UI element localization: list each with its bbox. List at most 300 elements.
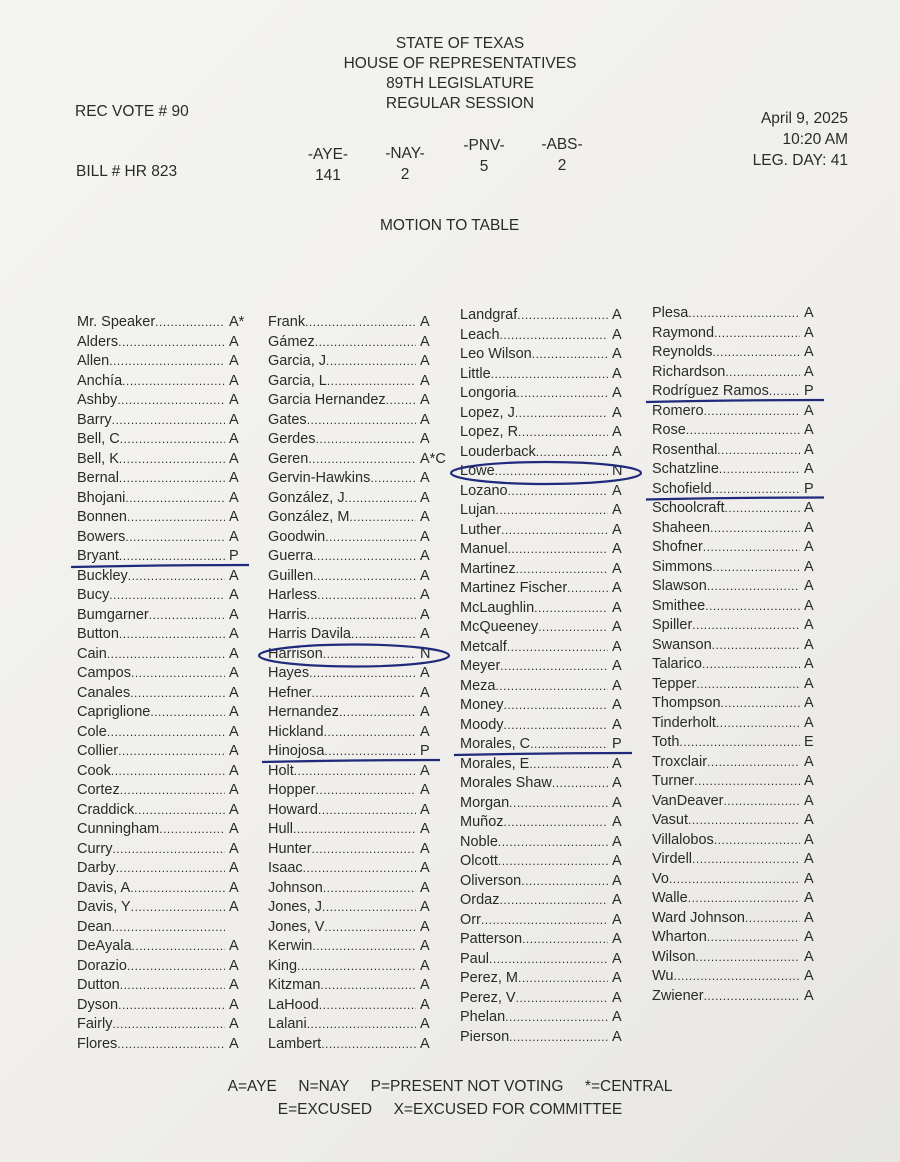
member-name: Vasut bbox=[652, 812, 689, 828]
vote-code: A bbox=[229, 528, 239, 545]
member-name: Guillen bbox=[268, 567, 314, 584]
member-name: Cook bbox=[77, 762, 111, 779]
tally-value: 141 bbox=[315, 167, 341, 184]
member-vote-row bbox=[460, 717, 638, 737]
member-name: Lowe bbox=[460, 463, 495, 479]
member-vote-row bbox=[268, 802, 446, 822]
member-vote-row bbox=[77, 373, 255, 393]
leader-dots bbox=[130, 686, 225, 700]
leader-dots bbox=[324, 920, 416, 934]
member-vote-row bbox=[460, 424, 638, 444]
member-name: Orr bbox=[460, 911, 481, 928]
vote-date: April 9, 2025 bbox=[760, 110, 848, 127]
leader-dots bbox=[313, 549, 416, 563]
member-name: Garcia Hernandez bbox=[268, 392, 386, 408]
vote-code: A bbox=[420, 372, 430, 389]
vote-code: A bbox=[612, 482, 622, 499]
vote-code: A bbox=[420, 548, 430, 564]
vote-code: P bbox=[804, 480, 814, 497]
member-name: Raymond bbox=[652, 324, 715, 341]
tally-label: -AYE- bbox=[307, 146, 349, 163]
member-vote-row bbox=[460, 580, 638, 600]
leader-dots bbox=[669, 872, 800, 886]
leader-dots bbox=[692, 852, 800, 866]
leader-dots bbox=[120, 978, 225, 992]
member-vote-row bbox=[652, 656, 830, 676]
member-name: Garcia, J bbox=[268, 353, 327, 369]
vote-code: A bbox=[804, 539, 814, 555]
member-vote-row bbox=[268, 880, 446, 900]
vote-column-4 bbox=[652, 305, 830, 1007]
leader-dots bbox=[107, 647, 225, 661]
vote-code: A bbox=[612, 794, 622, 811]
member-vote-row bbox=[77, 665, 255, 685]
leader-dots bbox=[696, 677, 800, 691]
leader-dots bbox=[130, 881, 225, 895]
member-name: Troxclair bbox=[652, 753, 708, 770]
leader-dots bbox=[109, 588, 225, 602]
motion-title: MOTION TO TABLE bbox=[380, 217, 520, 234]
member-name: Turner bbox=[652, 773, 695, 789]
vote-code: A bbox=[229, 1035, 239, 1052]
leader-dots bbox=[339, 705, 416, 719]
leader-dots bbox=[517, 308, 608, 322]
member-name: Luther bbox=[460, 521, 502, 538]
member-vote-row bbox=[77, 919, 255, 939]
leader-dots bbox=[498, 854, 608, 868]
member-name: Flores bbox=[77, 1035, 118, 1052]
vote-code: A bbox=[804, 305, 814, 321]
leader-dots bbox=[127, 959, 225, 973]
vote-code: A*C bbox=[420, 450, 446, 467]
member-vote-row bbox=[268, 490, 446, 510]
member-name: Schofield bbox=[652, 480, 712, 497]
member-name: Morales, E bbox=[460, 755, 530, 772]
leader-dots bbox=[327, 374, 416, 388]
leader-dots bbox=[312, 842, 416, 856]
vote-code: A bbox=[804, 890, 814, 906]
member-name: Phelan bbox=[460, 1009, 506, 1025]
vote-code: P bbox=[612, 736, 622, 752]
heading-line: 89TH LEGISLATURE bbox=[386, 75, 534, 92]
member-name: Zwiener bbox=[652, 987, 704, 1004]
member-vote-row bbox=[268, 997, 446, 1017]
leader-dots bbox=[674, 969, 801, 983]
member-vote-row bbox=[268, 958, 446, 978]
vote-code: A bbox=[229, 684, 239, 701]
member-name: Buckley bbox=[77, 567, 128, 584]
member-name: Lujan bbox=[460, 502, 496, 518]
vote-code: A bbox=[612, 424, 622, 440]
leader-dots bbox=[495, 679, 608, 693]
member-name: Garcia, L bbox=[268, 372, 327, 389]
member-vote-row bbox=[652, 715, 830, 735]
member-name: Isaac bbox=[268, 860, 303, 876]
leader-dots bbox=[293, 822, 416, 836]
member-name: Tepper bbox=[652, 675, 697, 692]
member-name: Campos bbox=[77, 665, 131, 681]
member-vote-row bbox=[652, 383, 830, 403]
vote-code: P bbox=[420, 743, 430, 759]
vote-code: A bbox=[612, 326, 622, 343]
member-vote-row bbox=[268, 899, 446, 919]
member-vote-row bbox=[460, 892, 638, 912]
leader-dots bbox=[769, 384, 800, 398]
vote-code: A bbox=[612, 560, 622, 577]
member-vote-row bbox=[77, 314, 255, 334]
member-vote-row bbox=[460, 970, 638, 990]
vote-time: 10:20 AM bbox=[782, 131, 848, 148]
vote-code: A bbox=[229, 1016, 239, 1032]
tally-abs bbox=[532, 134, 592, 176]
vote-code: A bbox=[804, 812, 814, 828]
vote-code: A bbox=[229, 489, 239, 506]
member-name: Canales bbox=[77, 684, 131, 701]
leader-dots bbox=[324, 725, 416, 739]
member-vote-row bbox=[460, 912, 638, 932]
member-vote-row bbox=[268, 938, 446, 958]
leader-dots bbox=[702, 657, 800, 671]
leader-dots bbox=[119, 549, 225, 563]
leader-dots bbox=[112, 413, 225, 427]
member-name: Shofner bbox=[652, 539, 703, 555]
vote-code: A bbox=[612, 404, 622, 421]
leader-dots bbox=[323, 881, 416, 895]
leader-dots bbox=[112, 1017, 225, 1031]
leader-dots bbox=[125, 491, 225, 505]
vote-code: A bbox=[420, 470, 430, 486]
vote-code: A bbox=[804, 441, 814, 458]
member-name: VanDeaver bbox=[652, 792, 724, 809]
vote-code: A bbox=[229, 801, 239, 818]
member-vote-row bbox=[652, 890, 830, 910]
leader-dots bbox=[315, 335, 416, 349]
member-vote-row bbox=[77, 958, 255, 978]
member-name: Wharton bbox=[652, 929, 707, 945]
member-name: Capriglione bbox=[77, 704, 151, 720]
member-vote-row bbox=[460, 522, 638, 542]
vote-code: A bbox=[804, 422, 814, 438]
member-name: Talarico bbox=[652, 656, 702, 672]
leader-dots bbox=[534, 601, 608, 615]
member-name: Olcott bbox=[460, 853, 498, 869]
vote-code: A bbox=[612, 853, 622, 869]
leader-dots bbox=[131, 900, 225, 914]
member-vote-row bbox=[268, 626, 446, 646]
leader-dots bbox=[723, 794, 800, 808]
leader-dots bbox=[319, 998, 416, 1012]
leader-dots bbox=[308, 452, 416, 466]
leader-dots bbox=[516, 991, 608, 1005]
member-vote-row bbox=[268, 743, 446, 763]
member-name: Reynolds bbox=[652, 344, 713, 360]
leader-dots bbox=[518, 425, 608, 439]
member-vote-row bbox=[268, 821, 446, 841]
member-name: Rosenthal bbox=[652, 441, 718, 458]
member-vote-row bbox=[77, 431, 255, 451]
vote-code: A bbox=[229, 392, 239, 408]
leader-dots bbox=[707, 930, 800, 944]
member-name: Lozano bbox=[460, 482, 508, 499]
vote-code: A* bbox=[229, 314, 245, 330]
member-name: Spiller bbox=[652, 617, 693, 633]
vote-code: A bbox=[804, 324, 814, 341]
member-name: Alders bbox=[77, 333, 119, 350]
member-vote-row bbox=[77, 821, 255, 841]
vote-code: A bbox=[612, 385, 622, 401]
leader-dots bbox=[712, 345, 800, 359]
member-name: Cortez bbox=[77, 782, 120, 798]
leader-dots bbox=[714, 833, 800, 847]
vote-code: A bbox=[612, 755, 622, 772]
member-name: Leach bbox=[460, 326, 500, 343]
leader-dots bbox=[538, 620, 608, 634]
member-vote-row bbox=[268, 451, 446, 471]
member-vote-row bbox=[268, 607, 446, 627]
legislative-day: LEG. DAY: 41 bbox=[752, 152, 848, 169]
member-name: Kerwin bbox=[268, 938, 313, 954]
vote-code: A bbox=[612, 541, 622, 557]
member-name: Cunningham bbox=[77, 821, 160, 837]
vote-code: A bbox=[420, 431, 430, 447]
vote-code: A bbox=[420, 528, 430, 545]
leader-dots bbox=[704, 989, 800, 1003]
vote-code: A bbox=[229, 977, 239, 993]
member-vote-row bbox=[652, 422, 830, 442]
vote-code: A bbox=[612, 989, 622, 1006]
leader-dots bbox=[313, 569, 416, 583]
vote-code: E bbox=[804, 734, 814, 750]
member-name: Cain bbox=[77, 645, 107, 662]
member-name: Lopez, J bbox=[460, 404, 515, 421]
member-name: Shaheen bbox=[652, 519, 711, 536]
member-name: Landgraf bbox=[460, 307, 518, 323]
leader-dots bbox=[504, 815, 608, 829]
vote-code: A bbox=[420, 567, 430, 584]
bill-number: BILL # HR 823 bbox=[76, 163, 178, 180]
vote-code: A bbox=[420, 879, 430, 896]
legend-line-2: E=EXCUSED X=EXCUSED FOR COMMITTEE bbox=[277, 1101, 623, 1118]
vote-code: A bbox=[229, 840, 239, 857]
member-vote-row bbox=[460, 775, 638, 795]
tally-label: -NAY- bbox=[385, 145, 425, 162]
heading-line: REGULAR SESSION bbox=[385, 95, 535, 112]
leader-dots bbox=[119, 627, 225, 641]
leader-dots bbox=[345, 491, 416, 505]
vote-code: A bbox=[804, 558, 814, 575]
member-name: Oliverson bbox=[460, 872, 522, 889]
member-vote-row bbox=[268, 704, 446, 724]
member-vote-row bbox=[77, 685, 255, 705]
vote-column-3 bbox=[460, 307, 638, 1048]
leader-dots bbox=[707, 579, 800, 593]
member-name: Dean bbox=[77, 918, 112, 935]
vote-code: A bbox=[229, 411, 239, 428]
member-name: Virdell bbox=[652, 851, 693, 867]
member-vote-row bbox=[77, 412, 255, 432]
vote-code: A bbox=[229, 782, 239, 798]
member-name: Wilson bbox=[652, 948, 696, 965]
vote-code: A bbox=[420, 626, 430, 642]
leader-dots bbox=[323, 647, 416, 661]
leader-dots bbox=[500, 893, 609, 907]
vote-code: A bbox=[612, 443, 622, 460]
vote-code: A bbox=[612, 521, 622, 538]
member-vote-row bbox=[77, 1016, 255, 1036]
leader-dots bbox=[150, 705, 225, 719]
member-name: Darby bbox=[77, 860, 116, 876]
member-vote-row bbox=[652, 676, 830, 696]
member-vote-row bbox=[460, 697, 638, 717]
leader-dots bbox=[505, 1010, 608, 1024]
vote-code: A bbox=[420, 801, 430, 818]
member-name: Allen bbox=[77, 353, 110, 369]
vote-code: A bbox=[612, 970, 622, 986]
member-name: Vo bbox=[652, 870, 669, 887]
vote-code: A bbox=[612, 502, 622, 518]
member-vote-row bbox=[652, 793, 830, 813]
leader-dots bbox=[686, 423, 800, 437]
leader-dots bbox=[297, 959, 416, 973]
member-name: Patterson bbox=[460, 931, 523, 947]
member-name: Smithee bbox=[652, 597, 706, 614]
leader-dots bbox=[712, 638, 800, 652]
member-vote-row bbox=[460, 736, 638, 756]
member-vote-row bbox=[77, 997, 255, 1017]
member-vote-row bbox=[460, 990, 638, 1010]
member-vote-row bbox=[77, 1036, 255, 1056]
vote-code: A bbox=[612, 833, 622, 850]
vote-code: A bbox=[420, 938, 430, 954]
member-name: Lambert bbox=[268, 1035, 322, 1052]
vote-code: A bbox=[420, 606, 430, 623]
member-name: Cole bbox=[77, 723, 107, 740]
vote-code: A bbox=[804, 519, 814, 536]
member-vote-row bbox=[460, 463, 638, 483]
member-name: Johnson bbox=[268, 879, 323, 896]
member-vote-row bbox=[77, 646, 255, 666]
member-vote-row bbox=[460, 541, 638, 561]
member-name: Paul bbox=[460, 950, 490, 967]
member-vote-row bbox=[268, 665, 446, 685]
leader-dots bbox=[507, 640, 608, 654]
member-vote-row bbox=[77, 334, 255, 354]
leader-dots bbox=[679, 735, 800, 749]
member-vote-row bbox=[652, 539, 830, 559]
leader-dots bbox=[532, 347, 608, 361]
leader-dots bbox=[508, 542, 608, 556]
vote-code: A bbox=[420, 704, 430, 720]
leader-dots bbox=[118, 744, 225, 758]
member-vote-row bbox=[652, 773, 830, 793]
member-name: Goodwin bbox=[268, 528, 326, 545]
leader-dots bbox=[692, 618, 800, 632]
leader-dots bbox=[351, 627, 416, 641]
member-vote-row bbox=[460, 1009, 638, 1029]
vote-code: A bbox=[612, 716, 622, 733]
member-vote-row bbox=[652, 364, 830, 384]
member-vote-row bbox=[460, 327, 638, 347]
member-name: Gerdes bbox=[268, 431, 316, 447]
member-name: Geren bbox=[268, 450, 309, 467]
leader-dots bbox=[508, 484, 608, 498]
member-vote-row bbox=[268, 412, 446, 432]
leader-dots bbox=[120, 432, 225, 446]
vote-code: A bbox=[804, 773, 814, 789]
vote-code: A bbox=[229, 353, 239, 369]
leader-dots bbox=[159, 822, 225, 836]
vote-code: A bbox=[420, 723, 430, 740]
vote-code: A bbox=[420, 918, 430, 935]
legend-line-1: A=AYE N=NAY P=PRESENT NOT VOTING *=CENTRAL bbox=[227, 1078, 673, 1095]
vote-code: A bbox=[420, 1035, 430, 1052]
member-vote-row bbox=[460, 658, 638, 678]
member-name: Mr. Speaker bbox=[77, 314, 156, 330]
member-name: Hernandez bbox=[268, 704, 339, 720]
vote-code: A bbox=[612, 892, 622, 908]
vote-code: P bbox=[804, 383, 814, 399]
leader-dots bbox=[112, 920, 225, 934]
member-name: Ashby bbox=[77, 392, 118, 408]
member-name: Meza bbox=[460, 677, 496, 694]
member-name: Walle bbox=[652, 890, 688, 906]
leader-dots bbox=[509, 796, 608, 810]
leader-dots bbox=[714, 326, 800, 340]
rec-vote-number: REC VOTE # 90 bbox=[75, 103, 189, 120]
member-vote-row bbox=[268, 353, 446, 373]
leader-dots bbox=[119, 452, 225, 466]
member-name: Slawson bbox=[652, 578, 707, 594]
vote-code: A bbox=[229, 860, 239, 876]
member-vote-row bbox=[652, 637, 830, 657]
leader-dots bbox=[491, 367, 608, 381]
member-vote-row bbox=[268, 548, 446, 568]
vote-code: A bbox=[804, 851, 814, 867]
vote-code: A bbox=[804, 363, 814, 380]
member-name: Bowers bbox=[77, 528, 126, 545]
member-vote-row bbox=[460, 678, 638, 698]
member-vote-row bbox=[460, 483, 638, 503]
vote-code: A bbox=[612, 950, 622, 967]
leader-dots bbox=[719, 462, 800, 476]
tally-value: 2 bbox=[400, 166, 410, 183]
leader-dots bbox=[122, 374, 225, 388]
member-vote-row bbox=[77, 841, 255, 861]
vote-code: A bbox=[229, 626, 239, 642]
member-vote-row bbox=[460, 502, 638, 522]
member-vote-row bbox=[268, 685, 446, 705]
vote-code: A bbox=[420, 392, 430, 408]
leader-dots bbox=[567, 581, 608, 595]
member-name: Button bbox=[77, 626, 119, 642]
member-vote-row bbox=[268, 782, 446, 802]
member-name: Perez, M bbox=[460, 970, 519, 986]
heading-line: HOUSE OF REPRESENTATIVES bbox=[343, 55, 577, 72]
member-name: Dutton bbox=[77, 977, 120, 993]
member-name: Plesa bbox=[652, 305, 689, 321]
heading-line: STATE OF TEXAS bbox=[395, 35, 525, 52]
leader-dots bbox=[112, 842, 225, 856]
member-name: Howard bbox=[268, 801, 318, 818]
member-name: González, J bbox=[268, 489, 345, 506]
member-vote-row bbox=[460, 756, 638, 776]
member-name: Simmons bbox=[652, 558, 713, 575]
member-vote-row bbox=[268, 431, 446, 451]
member-vote-row bbox=[77, 451, 255, 471]
member-name: Harris bbox=[268, 606, 307, 623]
member-vote-row bbox=[460, 619, 638, 639]
vote-code: A bbox=[612, 638, 622, 655]
